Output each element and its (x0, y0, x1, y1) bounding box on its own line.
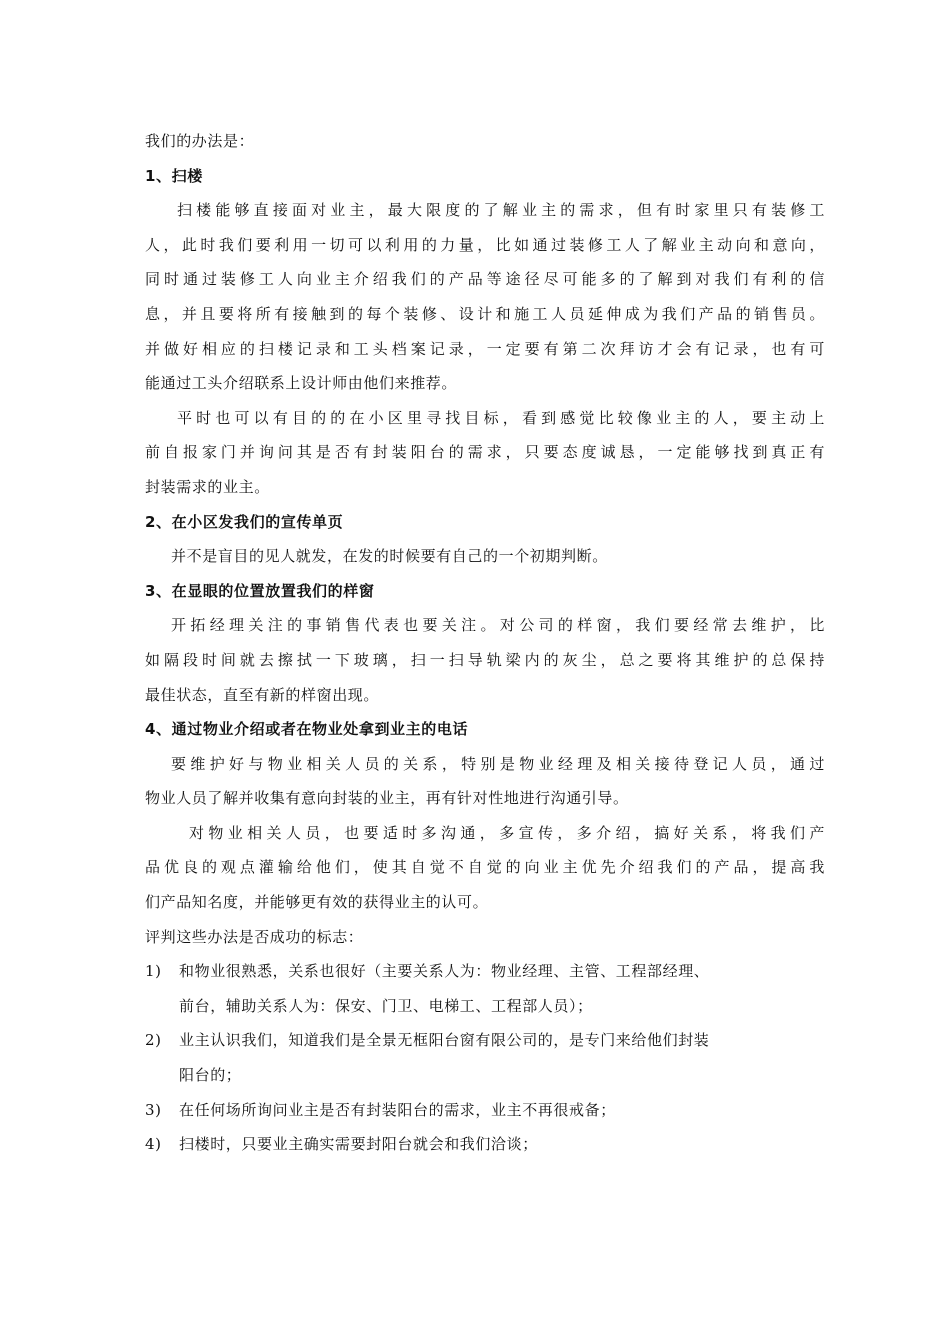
item-number: 3) (145, 1100, 162, 1119)
item-text-continued: 前台，辅助关系人为：保安、门卫、电梯工、工程部人员）； (179, 996, 593, 1015)
intro-text: 我们的办法是： (145, 132, 255, 150)
paragraph-line: 们产品知名度，并能够更有效的获得业主的认可。 (145, 893, 489, 912)
criteria-item (145, 954, 825, 989)
section-heading: 1、扫楼 (145, 166, 203, 185)
item-text: 和物业很熟悉，关系也很好（主要关系人为：物业经理、主管、工程部经理、 (179, 962, 710, 981)
paragraph-line: 要维护好与物业相关人员的关系，特别是物业经理及相关接待登记人员，通过 (171, 754, 825, 773)
item-number: 4) (145, 1135, 162, 1154)
paragraph-line: 并做好相应的扫楼记录和工头档案记录，一定要有第二次拜访才会有记录，也有可 (145, 339, 825, 358)
item-number: 2) (145, 1031, 162, 1050)
paragraph-line: 扫楼能够直接面对业主，最大限度的了解业主的需求，但有时家里只有装修工 (177, 201, 825, 220)
criteria-item (145, 1023, 825, 1058)
document-page (145, 124, 825, 1162)
paragraph-line: 能通过工头介绍联系上设计师由他们来推荐。 (145, 374, 458, 393)
paragraph-line: 并不是盲目的见人就发，在发的时候要有自己的一个初期判断。 (171, 547, 608, 566)
paragraph-line: 息，并且要将所有接触到的每个装修、设计和施工人员延伸成为我们产品的销售员。 (145, 304, 825, 323)
criteria-title: 评判这些办法是否成功的标志： (145, 927, 364, 946)
paragraph-line: 开拓经理关注的事销售代表也要关注。对公司的样窗，我们要经常去维护，比 (171, 616, 825, 635)
section-heading: 2、在小区发我们的宣传单页 (145, 512, 344, 531)
paragraph-line: 如隔段时间就去擦拭一下玻璃，扫一扫导轨梁内的灰尘，总之要将其维护的总保持 (145, 650, 825, 669)
paragraph-line: 同时通过装修工人向业主介绍我们的产品等途径尽可能多的了解到对我们有利的信 (145, 270, 825, 289)
item-number: 1) (145, 962, 162, 981)
paragraph-line: 对物业相关人员，也要适时多沟通，多宣传，多介绍，搞好关系，将我们产 (189, 823, 825, 842)
paragraph-line: 物业人员了解并收集有意向封装的业主，再有针对性地进行沟通引导。 (145, 789, 629, 808)
paragraph-line: 封装需求的业主。 (145, 477, 270, 496)
paragraph-line: 人，此时我们要利用一切可以利用的力量，比如通过装修工人了解业主动向和意向， (145, 235, 825, 254)
criteria-item (145, 1127, 825, 1162)
paragraph-line: 前自报家门并询问其是否有封装阳台的需求，只要态度诚恳，一定能够找到真正有 (145, 443, 825, 462)
section-heading: 3、在显眼的位置放置我们的样窗 (145, 581, 375, 600)
paragraph-line: 最佳状态，直至有新的样窗出现。 (145, 685, 380, 704)
item-text-continued: 阳台的； (179, 1066, 242, 1085)
item-text: 在任何场所询问业主是否有封装阳台的需求，业主不再很戒备； (179, 1100, 616, 1119)
item-text: 业主认识我们，知道我们是全景无框阳台窗有限公司的，是专门来给他们封装 (179, 1031, 710, 1050)
item-text: 扫楼时，只要业主确实需要封阳台就会和我们洽谈； (179, 1135, 538, 1154)
paragraph-line: 平时也可以有目的的在小区里寻找目标，看到感觉比较像业主的人，要主动上 (177, 408, 825, 427)
paragraph-line: 品优良的观点灌输给他们，使其自觉不自觉的向业主优先介绍我们的产品，提高我 (145, 858, 825, 877)
criteria-item (145, 1093, 825, 1128)
section-heading: 4、通过物业介绍或者在物业处拿到业主的电话 (145, 720, 469, 739)
